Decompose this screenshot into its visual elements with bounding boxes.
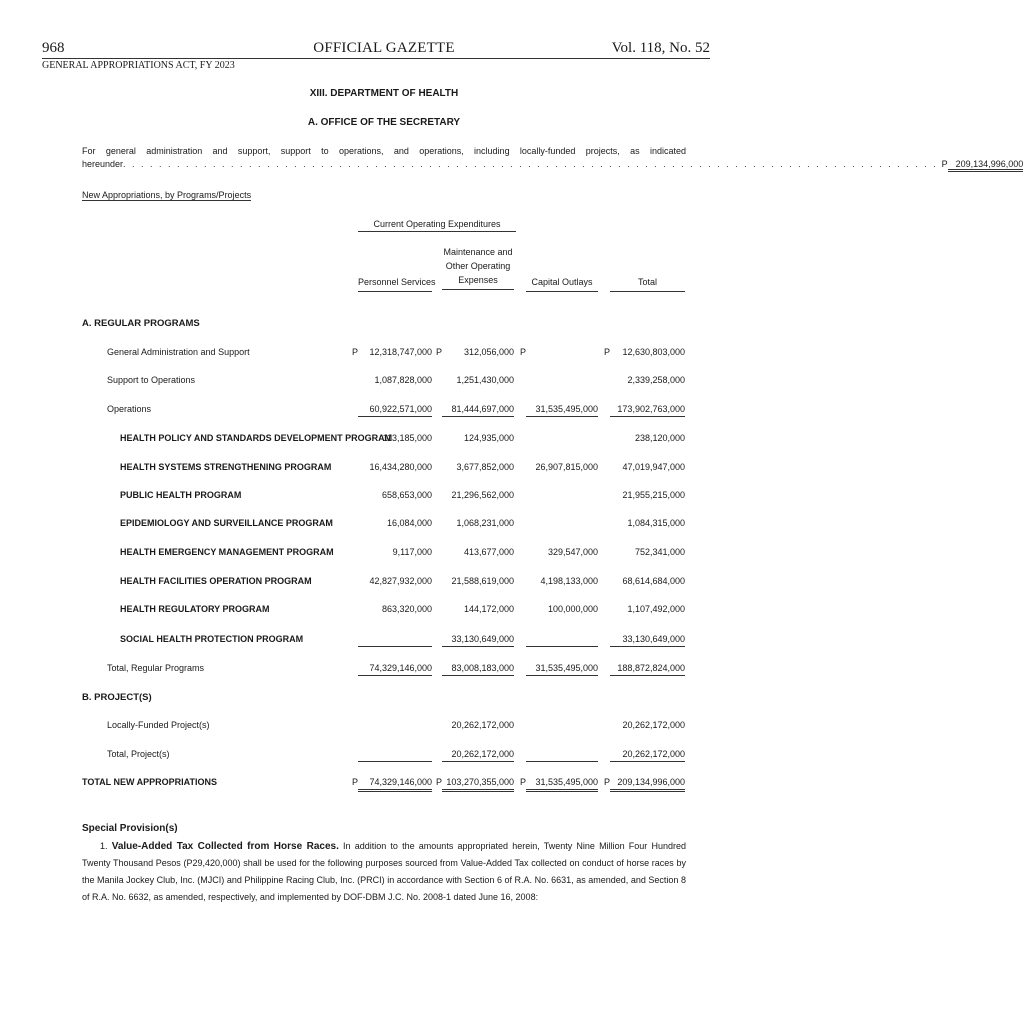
row-label: EPIDEMIOLOGY AND SURVEILLANCE PROGRAM (120, 518, 333, 528)
row-label: TOTAL NEW APPROPRIATIONS (82, 777, 218, 787)
header-rule (42, 58, 710, 59)
cell-co: 31,535,495,000 (526, 777, 598, 792)
cell-ps: 16,084,000 (386, 518, 432, 528)
cell-ps (358, 720, 432, 732)
cell-co (526, 720, 598, 732)
cell-total: 238,120,000 (634, 433, 685, 443)
table-row (0, 663, 768, 677)
description-word: support, (237, 146, 271, 156)
cell-ps: 1,087,828,000 (374, 375, 432, 385)
table-row (0, 749, 768, 763)
cell-total: 68,614,684,000 (622, 576, 685, 586)
description-word: general (105, 146, 136, 156)
cell-ps: 74,329,146,000 (358, 663, 432, 676)
department-title: XIII. DEPARTMENT OF HEALTH (309, 88, 459, 99)
cell-ps: 658,653,000 (381, 490, 432, 500)
col-header-mooe-line1: Maintenance and (443, 247, 513, 257)
section-projects: B. PROJECT(S) (82, 692, 152, 703)
row-label: HEALTH POLICY AND STANDARDS DEVELOPMENT PROGRAM (120, 433, 393, 443)
cell-total: 173,902,763,000 (610, 404, 685, 417)
cell-total: 1,107,492,000 (627, 604, 685, 614)
cell-mooe: 3,677,852,000 (456, 462, 514, 472)
cell-mooe: 83,008,183,000 (442, 663, 514, 676)
table-row (0, 720, 768, 734)
cell-co: 4,198,133,000 (540, 576, 598, 586)
currency-symbol: P (604, 777, 611, 787)
cell-mooe: 144,172,000 (463, 604, 514, 614)
provision-text: In addition to the amounts appropriated herein, Twenty Nine Million Four Hundred Twenty Thousand Pesos (P29,420,000) shall be used for the following purposes sourced from Value-Added Tax collected on conduct of horse races by the Manila Jockey Club, Inc. (MJCI) and Philippine Racing Club, Inc. (PRCI) in accordance with Section 6 of R.A. No. 6631, as amended, and Section 8 of R.A. No. 6632, as amended, respectively, and implemented by DOF-DBM J.C. No. 2008-1 dated June 16, 2008: (82, 841, 686, 902)
cell-ps: 60,922,571,000 (358, 404, 432, 417)
table-row (0, 518, 768, 532)
table-row (0, 604, 768, 618)
cell-co (526, 749, 598, 762)
cell-mooe: 20,262,172,000 (442, 749, 514, 762)
cell-total: 188,872,824,000 (610, 663, 685, 676)
table-row (0, 576, 768, 590)
currency-symbol: P (520, 347, 527, 357)
description-word: as (630, 146, 640, 156)
current-operating-expenditures-header: Current Operating Expenditures (358, 219, 516, 232)
cell-total: 20,262,172,000 (622, 720, 685, 730)
cell-ps (358, 749, 432, 762)
description-currency: P (941, 159, 948, 169)
row-label: PUBLIC HEALTH PROGRAM (120, 490, 242, 500)
col-header-mooe (442, 245, 514, 290)
description-hereunder: hereunder (82, 159, 124, 169)
cell-co (526, 375, 598, 387)
provision-number: 1. (100, 841, 108, 851)
publication-title: OFFICIAL GAZETTE (313, 40, 455, 56)
provision-heading: Value-Added Tax Collected from Horse Races. (111, 841, 339, 852)
row-label: Operations (107, 404, 152, 414)
cell-mooe: 21,588,619,000 (451, 576, 514, 586)
row-label: HEALTH FACILITIES OPERATION PROGRAM (120, 576, 312, 586)
cell-total: 12,630,803,000 (622, 347, 685, 357)
cell-mooe: 33,130,649,000 (442, 634, 514, 647)
cell-ps: 16,434,280,000 (369, 462, 432, 472)
cell-total: 752,341,000 (634, 547, 685, 557)
description-word: and (212, 146, 228, 156)
special-provisions-title: Special Provision(s) (82, 823, 178, 834)
cell-co: 329,547,000 (547, 547, 598, 557)
row-label: Total, Project(s) (107, 749, 170, 759)
table-row (0, 347, 768, 361)
cell-total: 1,084,315,000 (627, 518, 685, 528)
description-word: support (280, 146, 311, 156)
row-label: SOCIAL HEALTH PROTECTION PROGRAM (120, 634, 304, 644)
table-row (0, 375, 768, 389)
description-word: and (393, 146, 409, 156)
description-amount: 209,134,996,000 (948, 159, 1023, 172)
col-header-mooe-line2: Other Operating (445, 261, 511, 271)
cell-ps: 42,827,932,000 (369, 576, 432, 586)
cell-co (526, 433, 598, 445)
cell-co (526, 490, 598, 502)
cell-ps: 9,117,000 (392, 547, 432, 557)
cell-ps: 74,329,146,000 (358, 777, 432, 792)
cell-co: 31,535,495,000 (526, 404, 598, 417)
table-row (0, 462, 768, 476)
currency-symbol: P (520, 777, 527, 787)
row-label: General Administration and Support (107, 347, 250, 357)
table-row (0, 404, 768, 418)
description-word: For (82, 146, 96, 156)
cell-mooe: 124,935,000 (463, 433, 514, 443)
table-row (0, 634, 768, 648)
description-word: operations, (338, 146, 384, 156)
cell-mooe: 20,262,172,000 (451, 720, 514, 730)
row-label: Locally-Funded Project(s) (107, 720, 210, 730)
description-word: operations, (419, 146, 464, 156)
cell-co: 31,535,495,000 (526, 663, 598, 676)
cell-ps: 863,320,000 (381, 604, 432, 614)
currency-symbol: P (604, 347, 611, 357)
description-word: locally-funded (519, 146, 576, 156)
cell-total: 21,955,215,000 (622, 490, 685, 500)
cell-mooe: 81,444,697,000 (442, 404, 514, 417)
row-label: HEALTH EMERGENCY MANAGEMENT PROGRAM (120, 547, 334, 557)
volume-number: Vol. 118, No. 52 (611, 40, 710, 56)
col-header-total: Total (610, 275, 685, 292)
col-header-mooe-line3: Expenses (458, 275, 498, 285)
currency-symbol: P (352, 347, 359, 357)
table-row (0, 777, 768, 791)
cell-co (526, 347, 598, 359)
cell-mooe: 103,270,355,000 (442, 777, 514, 792)
description-word: projects, (585, 146, 620, 156)
description-line-1 (82, 146, 686, 156)
cell-co (526, 634, 598, 647)
special-provision-1 (82, 838, 686, 906)
cell-total: 20,262,172,000 (610, 749, 685, 762)
row-label: HEALTH REGULATORY PROGRAM (120, 604, 270, 614)
cell-ps: 12,318,747,000 (369, 347, 432, 357)
table-row (0, 490, 768, 504)
office-title: A. OFFICE OF THE SECRETARY (307, 117, 461, 128)
cell-mooe: 1,068,231,000 (456, 518, 514, 528)
cell-mooe: 21,296,562,000 (451, 490, 514, 500)
section-regular-programs: A. REGULAR PROGRAMS (82, 318, 200, 329)
cell-ps: 113,185,000 (382, 433, 432, 443)
leader-dots: . . . . . . . . . . . . . . . . . . . . . . . . . . . . . . . . . . . . . . . . . . . . . . . . . . . . . . . . . . . . . . . . . . . . . . . . . . . . . . . . . . . . . . . . . . . (123, 159, 938, 169)
cell-total: 33,130,649,000 (610, 634, 685, 647)
currency-symbol: P (436, 777, 443, 787)
table-row (0, 433, 768, 447)
cell-mooe: 1,251,430,000 (456, 375, 514, 385)
description-word: to (321, 146, 329, 156)
cell-mooe: 312,056,000 (463, 347, 514, 357)
cell-mooe: 413,677,000 (463, 547, 514, 557)
cell-total: 47,019,947,000 (622, 462, 685, 472)
currency-symbol: P (352, 777, 359, 787)
cell-total: 209,134,996,000 (610, 777, 685, 792)
cell-total: 2,339,258,000 (627, 375, 685, 385)
cell-co: 100,000,000 (547, 604, 598, 614)
description-line-2 (82, 159, 1023, 172)
act-title: GENERAL APPROPRIATIONS ACT, FY 2023 (42, 60, 235, 71)
description-word: administration (146, 146, 203, 156)
new-appropriations-heading: New Appropriations, by Programs/Projects (82, 190, 252, 200)
description-word: indicated (649, 146, 686, 156)
cell-co (526, 518, 598, 530)
cell-ps (358, 634, 432, 647)
currency-symbol: P (436, 347, 443, 357)
row-label: HEALTH SYSTEMS STRENGTHENING PROGRAM (120, 462, 332, 472)
col-header-capital: Capital Outlays (526, 275, 598, 292)
row-label: Support to Operations (107, 375, 196, 385)
row-label: Total, Regular Programs (107, 663, 205, 673)
cell-co: 26,907,815,000 (535, 462, 598, 472)
col-header-personnel: Personnel Services (358, 275, 432, 292)
table-row (0, 547, 768, 561)
page-number: 968 (42, 40, 65, 56)
description-word: including (474, 146, 510, 156)
